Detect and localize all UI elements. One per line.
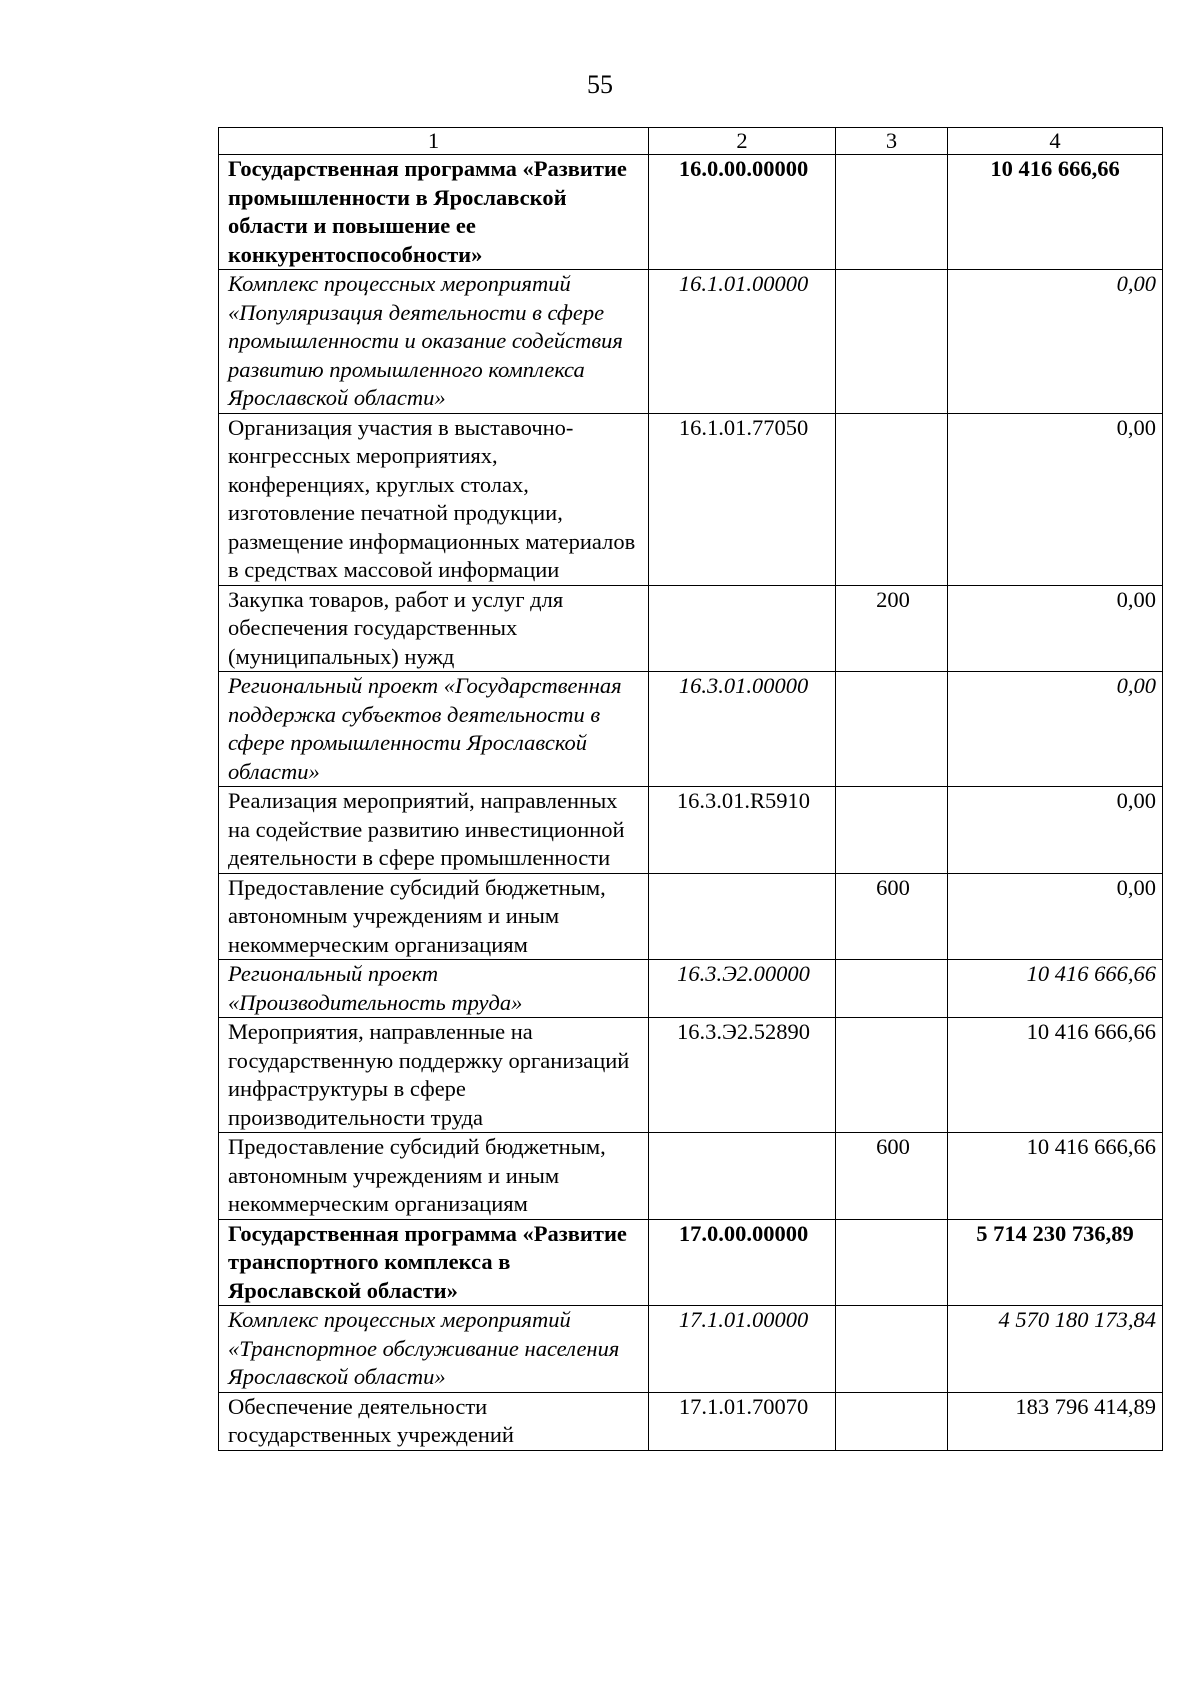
table-header-row	[219, 128, 1163, 155]
header-col-3: 3	[836, 128, 948, 155]
row-sum: 0,00	[948, 787, 1163, 874]
table-row	[219, 413, 1163, 585]
row-code: 16.0.00.00000	[649, 155, 836, 270]
header-col-2: 2	[649, 128, 836, 155]
row-name: Мероприятия, направленные на государственную поддержку организаций инфраструктуры в сфере производительности труда	[219, 1018, 649, 1133]
row-sum: 4 570 180 173,84	[948, 1306, 1163, 1393]
row-type: 600	[836, 873, 948, 960]
row-code: 17.0.00.00000	[649, 1219, 836, 1306]
row-code: 16.1.01.77050	[649, 413, 836, 585]
table-row	[219, 270, 1163, 414]
row-name: Комплекс процессных мероприятий «Транспортное обслуживание населения Ярославской области»	[219, 1306, 649, 1393]
row-name: Региональный проект «Производительность труда»	[219, 960, 649, 1018]
row-type	[836, 413, 948, 585]
row-name: Реализация мероприятий, направленных на содействие развитию инвестиционной деятельности в сфере промышленности	[219, 787, 649, 874]
row-name: Организация участия в выставочно-конгрессных мероприятиях, конференциях, круглых столах, изготовление печатной продукции, размещение информационных материалов в средствах массовой информации	[219, 413, 649, 585]
table-row	[219, 155, 1163, 270]
table-row	[219, 1018, 1163, 1133]
row-name: Обеспечение деятельности государственных учреждений	[219, 1392, 649, 1450]
row-type: 200	[836, 585, 948, 672]
row-type	[836, 155, 948, 270]
row-code: 16.3.01.R5910	[649, 787, 836, 874]
row-code: 17.1.01.00000	[649, 1306, 836, 1393]
row-name: Предоставление субсидий бюджетным, автономным учреждениям и иным некоммерческим организациям	[219, 1133, 649, 1220]
row-code: 16.1.01.00000	[649, 270, 836, 414]
table-row	[219, 1219, 1163, 1306]
row-code	[649, 585, 836, 672]
row-type	[836, 1219, 948, 1306]
table-row	[219, 585, 1163, 672]
row-type	[836, 787, 948, 874]
row-code	[649, 873, 836, 960]
row-sum: 5 714 230 736,89	[948, 1219, 1163, 1306]
row-name: Государственная программа «Развитие промышленности в Ярославской области и повышение ее конкурентоспособности»	[219, 155, 649, 270]
row-name: Закупка товаров, работ и услуг для обеспечения государственных (муниципальных) нужд	[219, 585, 649, 672]
row-sum: 0,00	[948, 585, 1163, 672]
row-code	[649, 1133, 836, 1220]
table-row	[219, 1392, 1163, 1450]
row-sum: 10 416 666,66	[948, 1018, 1163, 1133]
row-name: Региональный проект «Государственная поддержка субъектов деятельности в сфере промышленности Ярославской области»	[219, 672, 649, 787]
row-code: 16.3.Э2.52890	[649, 1018, 836, 1133]
row-type	[836, 1306, 948, 1393]
row-type	[836, 1018, 948, 1133]
row-sum: 0,00	[948, 873, 1163, 960]
row-code: 16.3.Э2.00000	[649, 960, 836, 1018]
table-row	[219, 672, 1163, 787]
table-row	[219, 1306, 1163, 1393]
row-code: 17.1.01.70070	[649, 1392, 836, 1450]
table-row	[219, 873, 1163, 960]
row-name: Предоставление субсидий бюджетным, автономным учреждениям и иным некоммерческим организациям	[219, 873, 649, 960]
row-type	[836, 672, 948, 787]
row-name: Государственная программа «Развитие транспортного комплекса в Ярославской области»	[219, 1219, 649, 1306]
row-sum: 0,00	[948, 413, 1163, 585]
row-sum: 10 416 666,66	[948, 155, 1163, 270]
header-col-4: 4	[948, 128, 1163, 155]
header-col-1: 1	[219, 128, 649, 155]
row-code: 16.3.01.00000	[649, 672, 836, 787]
row-type	[836, 960, 948, 1018]
row-name: Комплекс процессных мероприятий «Популяризация деятельности в сфере промышленности и оказание содействия развитию промышленного комплекса Ярославской области»	[219, 270, 649, 414]
row-sum: 0,00	[948, 672, 1163, 787]
row-sum: 0,00	[948, 270, 1163, 414]
budget-table	[218, 127, 1163, 1451]
row-sum: 183 796 414,89	[948, 1392, 1163, 1450]
row-sum: 10 416 666,66	[948, 1133, 1163, 1220]
page-number: 55	[587, 70, 613, 99]
row-sum: 10 416 666,66	[948, 960, 1163, 1018]
table-row	[219, 787, 1163, 874]
table-row	[219, 960, 1163, 1018]
row-type: 600	[836, 1133, 948, 1220]
table-row	[219, 1133, 1163, 1220]
row-type	[836, 270, 948, 414]
row-type	[836, 1392, 948, 1450]
